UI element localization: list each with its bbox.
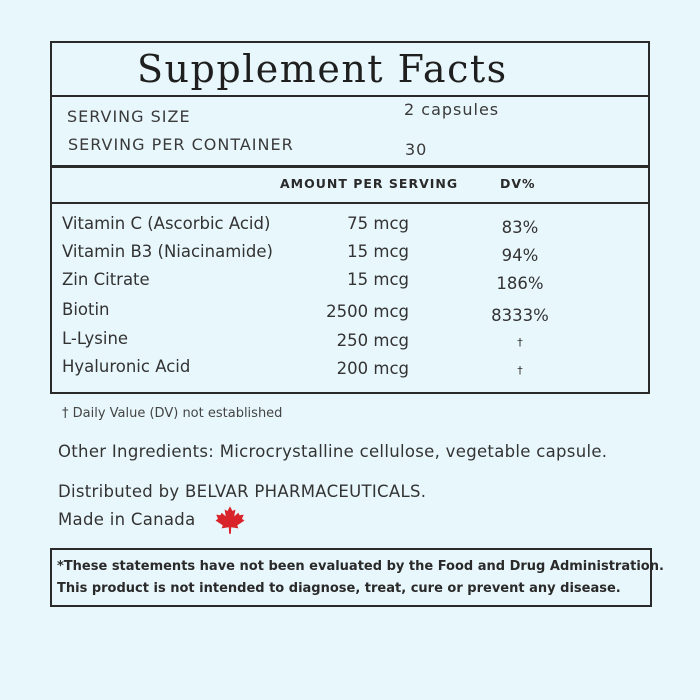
panel-title: Supplement Facts <box>137 47 508 91</box>
servings-per-container-label: SERVING PER CONTAINER <box>68 135 294 154</box>
nutrient-amount: 2500 mcg <box>326 302 409 321</box>
nutrient-dv: 94% <box>501 246 539 265</box>
disclaimer-line-1: *These statements have not been evaluated by the Food and Drug Administration. <box>57 559 664 574</box>
serving-size-value: 2 capsules <box>404 100 500 119</box>
other-ingredients: Other Ingredients: Microcrystalline cellulose, vegetable capsule. <box>58 442 608 461</box>
nutrient-dv: 186% <box>496 274 544 293</box>
footnote-daily-value: † Daily Value (DV) not established <box>62 406 283 421</box>
maple-leaf-icon <box>215 505 245 535</box>
nutrient-dv: † <box>517 364 523 377</box>
header-amount-per-serving: AMOUNT PER SERVING <box>280 176 459 191</box>
serving-size-label: SERVING SIZE <box>67 107 191 126</box>
nutrient-dv: 8333% <box>491 306 549 325</box>
nutrient-amount: 15 mcg <box>347 270 409 289</box>
header-dv: DV% <box>500 176 536 191</box>
made-in: Made in Canada <box>58 510 196 529</box>
nutrient-name: Vitamin B3 (Niacinamide) <box>62 242 273 261</box>
nutrient-name: Biotin <box>62 300 110 319</box>
nutrient-dv: † <box>517 336 523 349</box>
nutrient-dv: 83% <box>501 218 539 237</box>
divider-serving <box>52 165 648 168</box>
servings-per-container-value: 30 <box>405 140 428 159</box>
divider-title <box>52 95 648 97</box>
supplement-facts-panel <box>50 41 650 394</box>
nutrient-name: Hyaluronic Acid <box>62 357 191 376</box>
nutrient-name: L-Lysine <box>62 329 129 348</box>
nutrient-name: Vitamin C (Ascorbic Acid) <box>62 214 271 233</box>
nutrient-amount: 250 mcg <box>336 331 409 350</box>
nutrient-name: Zin Citrate <box>62 270 150 289</box>
disclaimer-line-2: This product is not intended to diagnose, treat, cure or prevent any disease. <box>57 581 621 596</box>
distributed-by: Distributed by BELVAR PHARMACEUTICALS. <box>58 482 427 501</box>
fda-disclaimer-box <box>50 548 664 607</box>
nutrient-amount: 200 mcg <box>336 359 409 378</box>
nutrient-amount: 15 mcg <box>347 242 409 261</box>
nutrient-amount: 75 mcg <box>347 214 409 233</box>
divider-header <box>52 202 648 204</box>
